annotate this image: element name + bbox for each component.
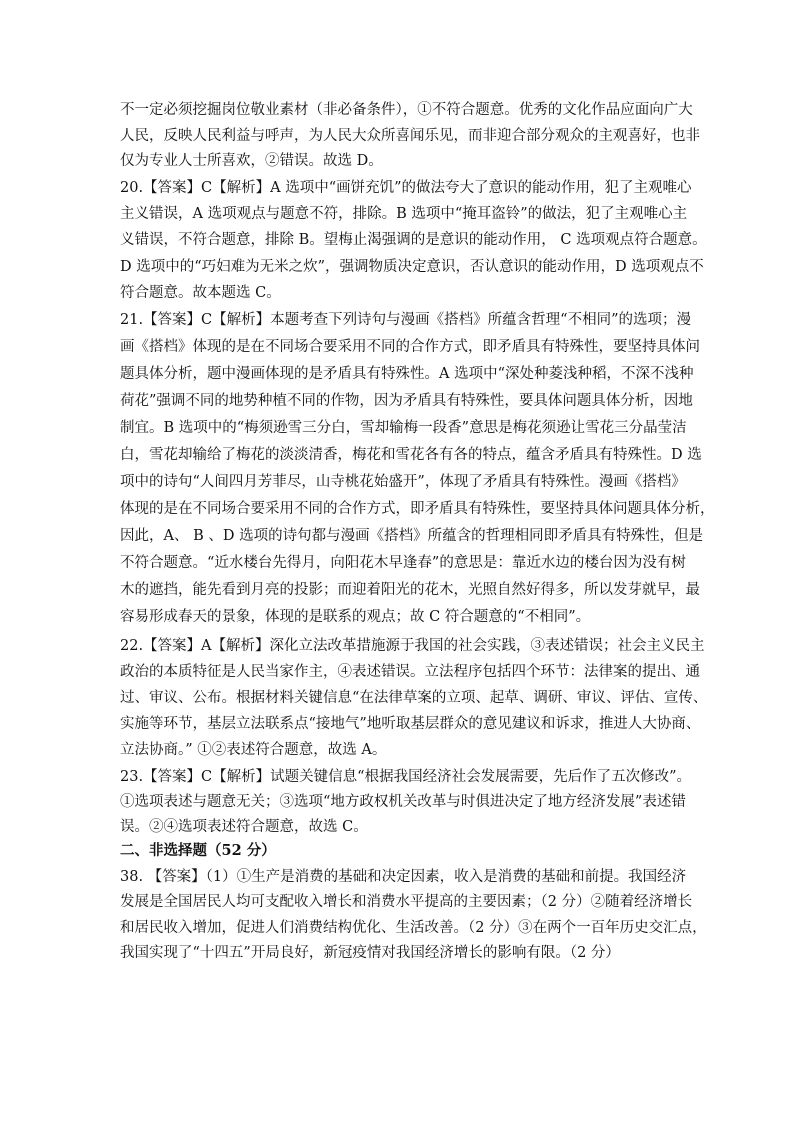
text-line: 荷花”强调不同的地势种植不同的作物，因为矛盾具有特殊性，要具体问题具体分析，因地: [120, 393, 693, 409]
text-line: 容易形成春天的景象，体现的是联系的观点；故 C 符合题意的“不相同”。: [120, 609, 591, 625]
text-line: ①选项表述与题意无关；③选项“地方政权机关改革与时俱进决定了地方经济发展”表述错: [120, 794, 686, 810]
text-line: 21.【答案】C【解析】本题考查下列诗句与漫画《搭档》所蕴含哲理“不相同”的选项；漫: [120, 312, 691, 328]
text-line: 仅为专业人士所喜欢，②错误。故选 D。: [120, 153, 383, 169]
text-line: 误。②④选项表述符合题意，故选 C。: [120, 819, 368, 835]
text-line: 木的遮挡，能先看到月亮的投影；而迎着阳光的花木，光照自然好得多，所以发芽就早，最: [120, 582, 700, 598]
text-line: 过、审议、公布。根据材料关键信息“在法律草案的立项、起草、调研、审议、评估、宣传、: [120, 690, 708, 706]
text-line: D 选项中的“巧妇难为无米之炊”，强调物质决定意识，否认意识的能动作用，D 选项观点不: [120, 259, 704, 275]
text-line: 和居民收入增加，促进人们消费结构优化、生活改善。（2 分）③在两个一百年历史交汇点，: [120, 920, 707, 936]
text-line: 政治的本质特征是人民当家作主，④表述错误。立法程序包括四个环节：法律案的提出、通: [120, 664, 700, 680]
text-line: 项中的诗句“人间四月芳菲尽，山寺桃花始盛开”，体现了矛盾具有特殊性。漫画《搭档》: [120, 474, 686, 490]
text-line: 因此，A、 B 、D 选项的诗句都与漫画《搭档》所蕴含的哲理相同即矛盾具有特殊性，但是: [120, 528, 704, 544]
text-line: 体现的是在不同场合要采用不同的合作方式，即矛盾具有特殊性，要坚持具体问题具体分析，: [120, 501, 715, 517]
text-line: 题具体分析，题中漫画体现的是矛盾具有特殊性。A 选项中“深处种菱浅种稻，不深不浅种: [120, 366, 694, 382]
text-line: 义错误，不符合题意，排除 B。望梅止渴强调的是意识的能动作用， C 选项观点符合题意。: [120, 232, 707, 248]
text-line: 20.【答案】C【解析】A 选项中“画饼充饥”的做法夸大了意识的能动作用，犯了主观唯心: [120, 180, 692, 196]
text-line: 立法协商。” ①②表述符合题意，故选 A。: [120, 742, 387, 758]
text-line: 制宜。B 选项中的“梅须逊雪三分白，雪却输梅一段香”意思是梅花须逊让雪花三分晶莹洁: [120, 420, 687, 436]
text-line: 22.【答案】A【解析】深化立法改革措施源于我国的社会实践，③表述错误；社会主义民主: [120, 638, 705, 654]
section-heading: 二、非选择题（52 分）: [120, 842, 276, 859]
text-line: 不一定必须挖掘岗位敬业素材（非必备条件），①不符合题意。优秀的文化作品应面向广大: [120, 102, 693, 118]
text-line: 人民，反映人民利益与呼声，为人民大众所喜闻乐见，而非迎合部分观众的主观喜好，也非: [120, 128, 700, 144]
text-line: 38. 【答案】（1）①生产是消费的基础和决定因素，收入是消费的基础和前提。我国经济: [120, 869, 687, 885]
text-line: 不符合题意。“近水楼台先得月，向阳花木早逢春”的意思是：靠近水边的楼台因为没有树: [120, 555, 686, 571]
text-line: 23.【答案】C【解析】试题关键信息“根据我国经济社会发展需要，先后作了五次修改”。: [120, 769, 691, 785]
text-line: 符合题意。故本题选 C。: [120, 285, 281, 301]
text-line: 白，雪花却输给了梅花的淡淡清香，梅花和雪花各有各的特点，蕴含矛盾具有特殊性。D 选: [120, 447, 702, 463]
text-line: 我国实现了“十四五”开局良好，新冠疫情对我国经济增长的影响有限。（2 分）: [120, 945, 620, 961]
text-line: 发展是全国居民人均可支配收入增长和消费水平提高的主要因素；（2 分）②随着经济增长: [120, 894, 693, 910]
text-line: 主义错误，A 选项观点与题意不符，排除。B 选项中“掩耳盗铃”的做法，犯了主观唯心主: [120, 206, 688, 222]
text-line: 画《搭档》体现的是在不同场合要采用不同的合作方式，即矛盾具有特殊性，要坚持具体问: [120, 339, 700, 355]
text-line: 实施等环节，基层立法联系点“接地气”地听取基层群众的意见建议和诉求，推进人大协商、: [120, 716, 701, 732]
